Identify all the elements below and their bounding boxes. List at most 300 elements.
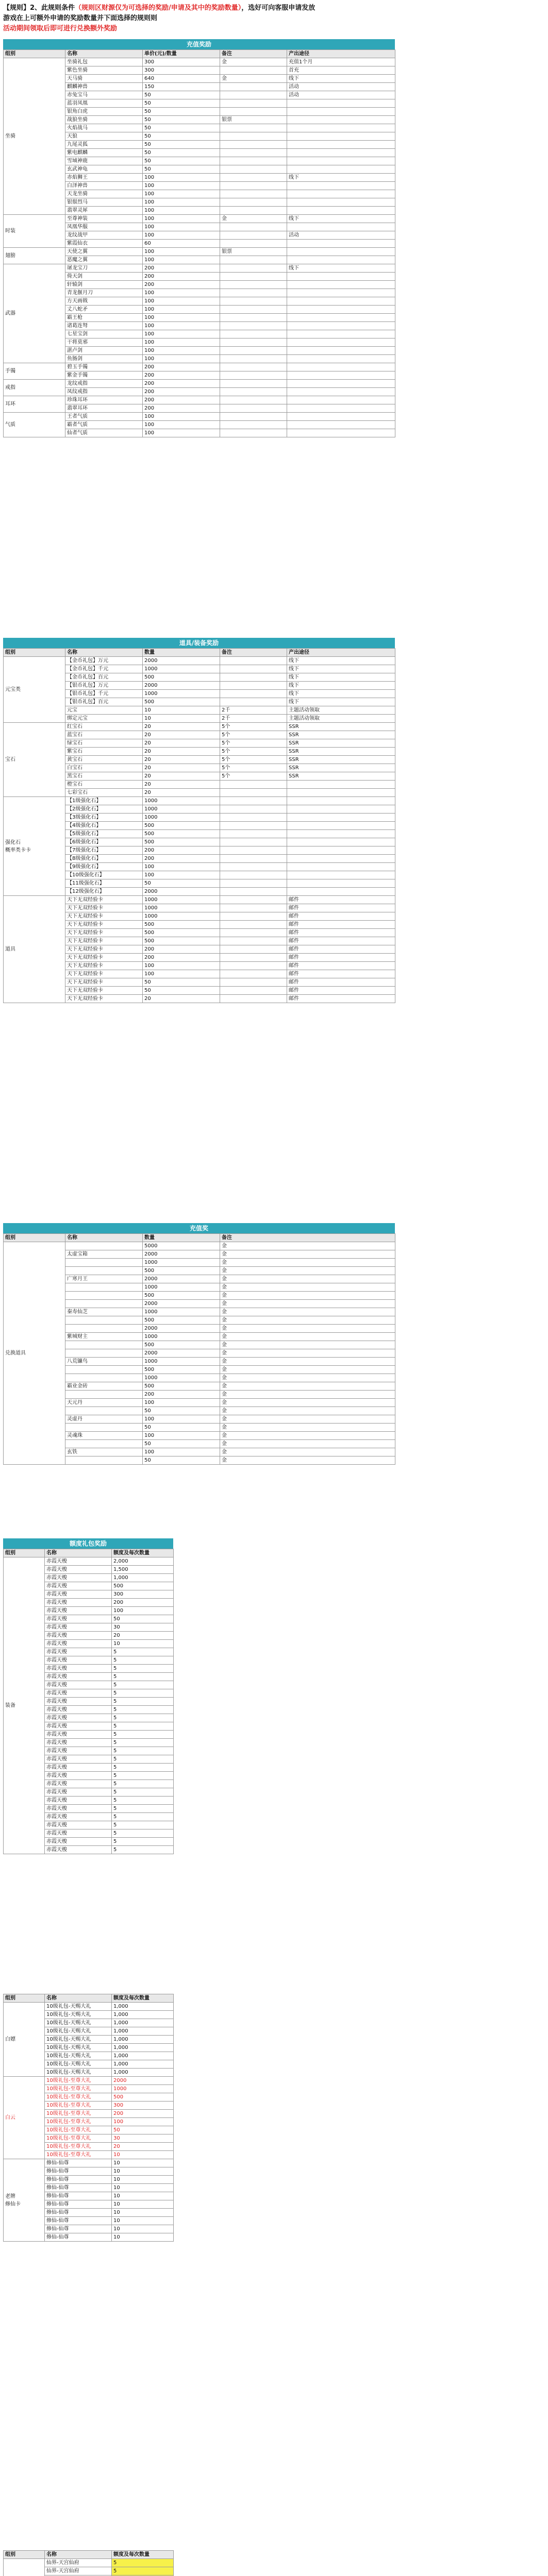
table-cell: 50: [143, 987, 220, 995]
table-cell: [220, 929, 287, 937]
table-cell: 天使之翼: [65, 248, 143, 256]
table-cell: 金: [220, 1325, 395, 1333]
table-cell: 凤凰华服: [65, 223, 143, 231]
table-cell: 50: [112, 1615, 174, 1623]
table-cell: 银票: [220, 116, 287, 124]
table-cell: 金: [220, 1432, 395, 1440]
group-label: 武器: [4, 264, 65, 363]
table-cell: 10级礼包-至尊大礼: [45, 2077, 112, 2085]
notice-suffix: ，选好可向客服申请发放: [241, 4, 315, 12]
table-cell: [220, 978, 287, 987]
table-cell: [220, 141, 287, 149]
notice-prefix: 【规则】2、此规则条件: [3, 4, 75, 12]
table-cell: [220, 413, 287, 421]
table-cell: 5个: [220, 739, 287, 748]
table-cell: 5: [112, 1772, 174, 1780]
table-cell: [220, 797, 287, 805]
table-cell: 10: [112, 2209, 174, 2217]
table-cell: 5: [112, 1698, 174, 1706]
table-cell: 200: [143, 363, 220, 371]
table-cell: [220, 846, 287, 855]
table-cell: 丈八蛇矛: [65, 306, 143, 314]
table-cell: 修仙-仙尊: [45, 2176, 112, 2184]
table-cell: [220, 306, 287, 314]
table-cell: 200: [143, 954, 220, 962]
table-cell: 200: [143, 1391, 220, 1399]
table-cell: 湛卢剑: [65, 347, 143, 355]
table-cell: 5: [112, 2567, 174, 2575]
table-cell: [220, 657, 287, 665]
table-cell: 1,000: [112, 2003, 174, 2011]
table-cell: 5: [112, 1656, 174, 1665]
exchange-item-section: [3, 1223, 395, 1465]
table-cell: 天下无双经验卡: [65, 929, 143, 937]
table-cell: 50: [143, 978, 220, 987]
table-cell: [220, 781, 287, 789]
table-cell: [287, 190, 395, 198]
table-cell: 修仙-仙尊: [45, 2217, 112, 2225]
table-cell: 修仙-仙尊: [45, 2200, 112, 2209]
table-cell: 2千: [220, 715, 287, 723]
table-cell: 【8级强化石】: [65, 855, 143, 863]
table-cell: 20: [143, 731, 220, 739]
table-cell: [220, 879, 287, 888]
table-cell: 金: [220, 1440, 395, 1448]
table-cell: 300: [112, 2102, 174, 2110]
table-cell: 天下无双经验卡: [65, 904, 143, 912]
table-cell: 200: [143, 396, 220, 404]
column-header: 名称: [65, 50, 143, 58]
table-cell: 邮件: [287, 912, 395, 921]
table-cell: 修仙-仙尊: [45, 2225, 112, 2233]
table-cell: 20: [143, 748, 220, 756]
table-cell: 【金币礼包】万元: [65, 657, 143, 665]
level-gift-section: [3, 1994, 173, 2242]
table-cell: 赤霞天梭: [45, 1747, 112, 1755]
table-cell: [287, 182, 395, 190]
table-cell: 线下: [287, 215, 395, 223]
table-cell: 1000: [143, 1374, 220, 1382]
table-cell: 【9级强化石】: [65, 863, 143, 871]
table-cell: 20: [143, 995, 220, 1003]
table-cell: [287, 165, 395, 174]
table-cell: 50: [112, 2126, 174, 2134]
column-header: 数量: [143, 1234, 220, 1242]
table-cell: [287, 108, 395, 116]
table-cell: 线下: [287, 690, 395, 698]
table-cell: 雪域神鹿: [65, 157, 143, 165]
table-cell: 100: [143, 297, 220, 306]
table-cell: [220, 157, 287, 165]
table-cell: 天下无双经验卡: [65, 978, 143, 987]
header-row: [4, 50, 395, 58]
table-cell: 线下: [287, 264, 395, 273]
column-header: 组别: [4, 1234, 65, 1242]
quota-gift-table: [3, 1549, 174, 1854]
table-cell: 100: [143, 314, 220, 322]
column-header: 组别: [4, 1549, 45, 1557]
table-cell: 1000: [143, 1283, 220, 1292]
table-cell: SSR: [287, 723, 395, 731]
table-cell: 活动: [287, 91, 395, 99]
table-cell: 2000: [143, 1275, 220, 1283]
table-cell: 赤霞天梭: [45, 1829, 112, 1838]
table-cell: 赤霞天梭: [45, 1772, 112, 1780]
table-cell: 1,000: [112, 1574, 174, 1582]
table-cell: 5个: [220, 772, 287, 781]
table-cell: 1,000: [112, 2052, 174, 2060]
table-cell: 30: [112, 2134, 174, 2143]
table-cell: 2千: [220, 706, 287, 715]
table-cell: 仙界-天宫仙府: [45, 2559, 112, 2567]
table-cell: 线下: [287, 698, 395, 706]
table-cell: 赤霞天梭: [45, 1780, 112, 1788]
table-cell: 50: [143, 1407, 220, 1415]
table-cell: 500: [143, 1382, 220, 1391]
table-cell: 10: [112, 2200, 174, 2209]
table-cell: 元宝: [65, 706, 143, 715]
table-row: [4, 797, 395, 805]
table-cell: 首充: [287, 66, 395, 75]
table-cell: 10: [112, 2184, 174, 2192]
table-cell: 邮件: [287, 970, 395, 978]
table-cell: 500: [112, 2093, 174, 2102]
section-band: 道具/装备奖励: [3, 638, 395, 648]
column-header: 组别: [4, 649, 65, 657]
table-cell: 灵虚丹: [65, 1415, 143, 1423]
table-cell: 1000: [143, 797, 220, 805]
table-cell: [287, 888, 395, 896]
table-cell: [220, 124, 287, 132]
table-cell: 5: [112, 1714, 174, 1722]
table-cell: 赤霞天梭: [45, 1574, 112, 1582]
table-cell: [220, 347, 287, 355]
table-cell: [287, 789, 395, 797]
table-cell: 500: [143, 838, 220, 846]
table-cell: 5: [112, 1788, 174, 1797]
table-cell: 50: [143, 879, 220, 888]
table-cell: 10级礼包-天赐大礼: [45, 2027, 112, 2036]
table-cell: 1000: [143, 1333, 220, 1341]
table-cell: 300: [112, 1590, 174, 1599]
table-cell: 霸者气质: [65, 421, 143, 429]
column-header: 名称: [45, 2551, 112, 2559]
table-cell: 5: [112, 1797, 174, 1805]
header-row: [4, 2551, 174, 2559]
table-cell: 1000: [143, 690, 220, 698]
table-cell: 线下: [287, 174, 395, 182]
table-cell: 10级礼包-至尊大礼: [45, 2134, 112, 2143]
table-cell: [220, 132, 287, 141]
table-cell: 1,500: [112, 1566, 174, 1574]
table-cell: 赤霞天梭: [45, 1689, 112, 1698]
table-cell: [287, 223, 395, 231]
table-cell: 10级礼包-天赐大礼: [45, 2019, 112, 2027]
table-cell: 1,000: [112, 2060, 174, 2069]
table-cell: 5: [112, 1846, 174, 1854]
table-cell: 5: [112, 1838, 174, 1846]
table-cell: 龙纹戒指: [65, 380, 143, 388]
table-cell: 200: [143, 388, 220, 396]
table-cell: [220, 838, 287, 846]
table-cell: 天下无双经验卡: [65, 954, 143, 962]
table-row: [4, 657, 395, 665]
table-cell: 金: [220, 1391, 395, 1399]
table-cell: 1000: [143, 665, 220, 673]
table-cell: [220, 149, 287, 157]
column-header: 产出途径: [287, 50, 395, 58]
table-cell: 【5级强化石】: [65, 830, 143, 838]
table-cell: 金: [220, 1415, 395, 1423]
table-cell: 10: [112, 2192, 174, 2200]
table-cell: 【银币礼包】万元: [65, 682, 143, 690]
recharge-reward-table: [3, 49, 395, 437]
table-cell: 200: [112, 2110, 174, 2118]
table-cell: 银票: [220, 248, 287, 256]
table-cell: 100: [143, 174, 220, 182]
table-cell: [287, 240, 395, 248]
table-row: [4, 2559, 174, 2567]
table-cell: [287, 363, 395, 371]
table-cell: 1,000: [112, 2027, 174, 2036]
table-cell: 金: [220, 1267, 395, 1275]
table-cell: 200: [143, 846, 220, 855]
table-cell: [220, 429, 287, 437]
table-cell: [220, 396, 287, 404]
table-cell: 20: [112, 1632, 174, 1640]
table-cell: 紫色坐骑: [65, 66, 143, 75]
table-cell: 紫金手镯: [65, 371, 143, 380]
table-cell: [220, 954, 287, 962]
table-cell: [220, 99, 287, 108]
table-cell: 2000: [143, 1325, 220, 1333]
table-cell: 赤霞天梭: [45, 1706, 112, 1714]
table-cell: 绿宝石: [65, 739, 143, 748]
table-cell: 赤霞天梭: [45, 1698, 112, 1706]
table-cell: 500: [143, 673, 220, 682]
table-cell: [220, 830, 287, 838]
table-cell: 天马骑: [65, 75, 143, 83]
table-cell: [287, 330, 395, 338]
table-cell: 七星宝剑: [65, 330, 143, 338]
table-cell: [287, 879, 395, 888]
table-cell: 赤霞天梭: [45, 1590, 112, 1599]
table-cell: 天下无双经验卡: [65, 962, 143, 970]
table-cell: 150: [143, 83, 220, 91]
table-cell: 赤霞天梭: [45, 1665, 112, 1673]
table-cell: 100: [143, 1432, 220, 1440]
table-cell: 1,000: [112, 2019, 174, 2027]
table-cell: [220, 380, 287, 388]
table-cell: 赤霞天梭: [45, 1673, 112, 1681]
table-cell: 修仙-仙尊: [45, 2167, 112, 2176]
table-cell: 金: [220, 1423, 395, 1432]
table-cell: 赤霞天梭: [45, 1838, 112, 1846]
table-cell: 10级礼包-天赐大礼: [45, 2036, 112, 2044]
table-cell: 5000: [143, 1242, 220, 1250]
table-cell: [287, 355, 395, 363]
table-cell: [65, 1300, 143, 1308]
table-cell: 紫霞仙衣: [65, 240, 143, 248]
table-cell: [65, 1316, 143, 1325]
table-cell: 5: [112, 1648, 174, 1656]
table-cell: 赤霞天梭: [45, 1813, 112, 1821]
table-cell: 广寒月王: [65, 1275, 143, 1283]
table-cell: 5: [112, 1747, 174, 1755]
quota-gift-section: [3, 1538, 292, 1854]
table-cell: 300: [143, 58, 220, 66]
table-cell: 5: [112, 1665, 174, 1673]
table-cell: 玄武神龟: [65, 165, 143, 174]
table-cell: 天下无双经验卡: [65, 937, 143, 945]
table-cell: 50: [143, 116, 220, 124]
table-cell: [287, 347, 395, 355]
table-cell: [287, 371, 395, 380]
table-cell: 50: [143, 99, 220, 108]
table-cell: 赤霞天梭: [45, 1739, 112, 1747]
table-cell: [220, 91, 287, 99]
column-header: 数量: [143, 649, 220, 657]
rules-notice: [3, 3, 539, 34]
table-row: [4, 413, 395, 421]
table-cell: 100: [112, 1607, 174, 1615]
table-cell: 100: [143, 190, 220, 198]
table-cell: 200: [143, 281, 220, 289]
group-label: 宝石: [4, 723, 65, 797]
table-cell: 金: [220, 1407, 395, 1415]
table-cell: 10: [143, 715, 220, 723]
table-cell: 200: [112, 1599, 174, 1607]
table-cell: 邮件: [287, 987, 395, 995]
table-cell: [287, 421, 395, 429]
table-cell: 5: [112, 1821, 174, 1829]
table-cell: [220, 231, 287, 240]
table-cell: 200: [143, 380, 220, 388]
table-cell: 100: [143, 182, 220, 190]
table-cell: [220, 322, 287, 330]
table-cell: [287, 306, 395, 314]
table-cell: 赤霞天梭: [45, 1805, 112, 1813]
table-cell: 翡翠耳环: [65, 404, 143, 413]
table-cell: [65, 1374, 143, 1382]
table-cell: [287, 814, 395, 822]
header-row: [4, 1549, 174, 1557]
table-cell: 金: [220, 1292, 395, 1300]
table-cell: 500: [143, 822, 220, 830]
table-cell: 火焰战马: [65, 124, 143, 132]
table-cell: 邮件: [287, 929, 395, 937]
table-cell: 100: [143, 1399, 220, 1407]
table-row: [4, 58, 395, 66]
table-cell: SSR: [287, 748, 395, 756]
table-cell: [220, 198, 287, 207]
table-cell: 1000: [112, 2085, 174, 2093]
table-cell: [220, 822, 287, 830]
table-cell: 邮件: [287, 962, 395, 970]
table-cell: 20: [143, 756, 220, 764]
table-cell: 修仙-仙尊: [45, 2159, 112, 2167]
table-cell: 邮件: [287, 921, 395, 929]
table-cell: 赤霞天梭: [45, 1656, 112, 1665]
table-cell: [220, 896, 287, 904]
table-cell: 坐骑礼包: [65, 58, 143, 66]
table-cell: [287, 297, 395, 306]
table-cell: [287, 149, 395, 157]
table-cell: 5个: [220, 731, 287, 739]
table-cell: [287, 781, 395, 789]
table-cell: 【7级强化石】: [65, 846, 143, 855]
table-cell: [220, 289, 287, 297]
table-cell: 1,000: [112, 2044, 174, 2052]
table-cell: 金: [220, 1382, 395, 1391]
column-header: 额度及每次数量: [112, 1549, 174, 1557]
table-cell: 干将莫邪: [65, 338, 143, 347]
table-row: [4, 1242, 395, 1250]
table-cell: [220, 264, 287, 273]
group-label: 道具: [4, 896, 65, 1003]
table-cell: 天下无双经验卡: [65, 987, 143, 995]
table-cell: [287, 314, 395, 322]
table-cell: [65, 1423, 143, 1432]
table-cell: [220, 805, 287, 814]
table-cell: 活动: [287, 231, 395, 240]
table-cell: 九尾灵狐: [65, 141, 143, 149]
table-cell: 金: [220, 1250, 395, 1259]
table-cell: [220, 995, 287, 1003]
table-cell: 500: [143, 1316, 220, 1325]
header-row: [4, 1234, 395, 1242]
table-cell: [220, 682, 287, 690]
table-cell: [287, 396, 395, 404]
table-cell: 金: [220, 1448, 395, 1456]
table-cell: [220, 937, 287, 945]
table-cell: 640: [143, 75, 220, 83]
table-cell: 2,000: [112, 1557, 174, 1566]
group-label: 元宝类: [4, 657, 65, 723]
table-cell: [220, 912, 287, 921]
table-cell: [220, 855, 287, 863]
table-cell: [287, 207, 395, 215]
group-label: 白嫖: [4, 2003, 45, 2077]
table-cell: 邮件: [287, 954, 395, 962]
table-cell: 5: [112, 1673, 174, 1681]
table-cell: [287, 388, 395, 396]
table-cell: 10级礼包-至尊大礼: [45, 2118, 112, 2126]
table-cell: 银鬃烈马: [65, 198, 143, 207]
table-cell: 5: [112, 1689, 174, 1698]
table-cell: 200: [143, 404, 220, 413]
column-header: 名称: [45, 1994, 112, 2003]
table-cell: 1000: [143, 805, 220, 814]
table-cell: 修仙-仙尊: [45, 2233, 112, 2242]
table-cell: 【2级强化石】: [65, 805, 143, 814]
table-cell: 天下无双经验卡: [65, 970, 143, 978]
table-cell: 10: [112, 2176, 174, 2184]
table-cell: 青龙偃月刀: [65, 289, 143, 297]
table-cell: [287, 413, 395, 421]
table-cell: 500: [143, 937, 220, 945]
group-label: 强化石 概率类卡卡: [4, 797, 65, 896]
table-cell: 仙者气质: [65, 429, 143, 437]
table-cell: SSR: [287, 739, 395, 748]
table-cell: 10: [112, 2233, 174, 2242]
table-cell: 1,000: [112, 2069, 174, 2077]
table-cell: 活动: [287, 83, 395, 91]
table-cell: [65, 1349, 143, 1358]
table-cell: [287, 281, 395, 289]
table-cell: 七彩宝石: [65, 789, 143, 797]
table-cell: 白泽神兽: [65, 182, 143, 190]
